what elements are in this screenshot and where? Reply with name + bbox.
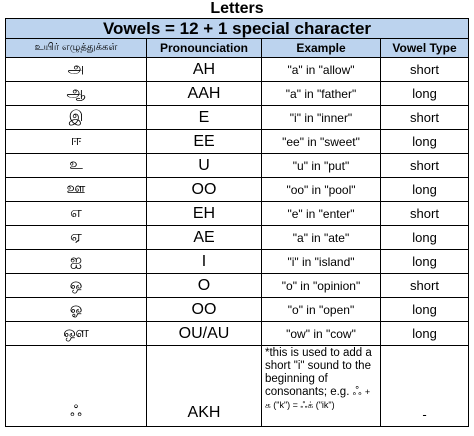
banner-row [6,19,469,39]
header-row [6,39,469,58]
vowel-type: short [381,202,469,226]
table-row [6,106,469,130]
special-note [262,346,381,427]
pronunciation: OO [147,298,262,322]
example: "o" in "opinion" [262,274,381,298]
example: "a" in "allow" [262,58,381,82]
tamil-letter: எ [6,202,147,226]
vowel-type: long [381,298,469,322]
example: "a" in "father" [262,82,381,106]
tamil-letter: ஃ [6,346,147,427]
vowels-banner: Vowels = 12 + 1 special character [6,19,469,39]
tamil-letter: இ [6,106,147,130]
pronunciation: EH [147,202,262,226]
tamil-letter: அ [6,58,147,82]
example: "o" in "open" [262,298,381,322]
pronunciation: OU/AU [147,322,262,346]
pronunciation: U [147,154,262,178]
special-note-text: *this is used to add a short "i" sound to the beginning of consonants; e.g. ஃ [265,347,372,398]
header-pronounciation: Pronounciation [147,39,262,58]
vowel-type: - [381,346,469,427]
tamil-letter: ஔ [6,322,147,346]
vowel-type: short [381,274,469,298]
table-row [6,82,469,106]
table-row [6,226,469,250]
table-row [6,58,469,82]
special-character-row [6,346,469,427]
pronunciation: O [147,274,262,298]
vowel-type: short [381,154,469,178]
vowel-type: long [381,322,469,346]
vowel-type: long [381,178,469,202]
pronunciation: EE [147,130,262,154]
header-example: Example [262,39,381,58]
table-row [6,250,469,274]
pronunciation: AKH [147,346,262,427]
table-row [6,202,469,226]
table-row [6,130,469,154]
vowels-table [5,18,469,427]
pronunciation: AE [147,226,262,250]
vowel-type: long [381,226,469,250]
tamil-letter: ஒ [6,274,147,298]
example: "a" in "ate" [262,226,381,250]
table-row [6,178,469,202]
example: "ow" in "cow" [262,322,381,346]
vowel-type: long [381,82,469,106]
table-row [6,298,469,322]
example: "ee" in "sweet" [262,130,381,154]
table-row [6,274,469,298]
tamil-letter: ஏ [6,226,147,250]
special-note-example: + க ("k") = ஃக் ("ik") [265,387,371,410]
example: "oo" in "pool" [262,178,381,202]
pronunciation: AH [147,58,262,82]
pronunciation: E [147,106,262,130]
tamil-letter: ஊ [6,178,147,202]
page-title: Letters [210,0,264,17]
vowel-type: short [381,58,469,82]
tamil-letter: ஐ [6,250,147,274]
vowel-type: long [381,130,469,154]
example: "i" in "inner" [262,106,381,130]
header-vowel-type: Vowel Type [381,39,469,58]
pronunciation: OO [147,178,262,202]
example: "e" in "enter" [262,202,381,226]
example: "u" in "put" [262,154,381,178]
pronunciation: AAH [147,82,262,106]
tamil-letter: ஓ [6,298,147,322]
tamil-letter: ஈ [6,130,147,154]
table-row [6,154,469,178]
tamil-letter: ஆ [6,82,147,106]
example: "i" in "island" [262,250,381,274]
vowel-type: long [381,250,469,274]
table-row [6,322,469,346]
vowel-type: short [381,106,469,130]
header-tamil-vowels: உயிர் எழுத்துக்கள் [6,39,147,58]
tamil-letter: உ [6,154,147,178]
pronunciation: I [147,250,262,274]
